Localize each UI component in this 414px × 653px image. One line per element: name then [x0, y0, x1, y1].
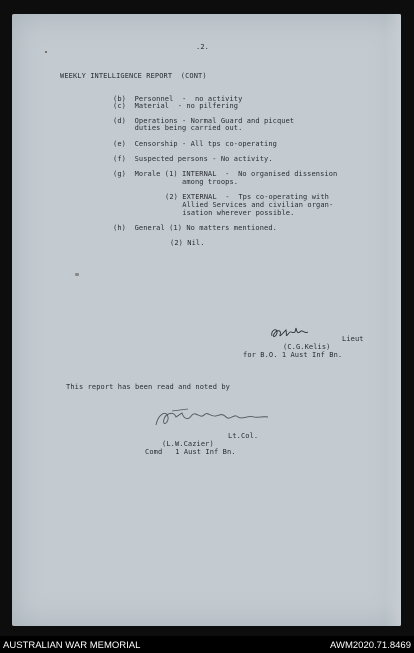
report-heading: WEEKLY INTELLIGENCE REPORT (CONT): [60, 72, 207, 80]
item-morale-external-cont1: Allied Services and civilian organ-: [165, 201, 334, 209]
item-personnel: (b) Personnel - no activity: [113, 95, 243, 103]
item-operations-cont: duties being carried out.: [113, 124, 243, 132]
item-morale-external: (2) EXTERNAL - Tps co-operating with: [165, 193, 329, 201]
signature-2-title: Comd 1 Aust Inf Bn.: [145, 448, 236, 456]
item-morale-internal-cont: among troops.: [113, 178, 239, 186]
noted-statement: This report has been read and noted by: [66, 383, 230, 391]
item-suspected-persons: (f) Suspected persons - No activity.: [113, 155, 273, 163]
item-morale-internal: (g) Morale (1) INTERNAL - No organised dissension: [113, 170, 338, 178]
page-number: .2.: [196, 43, 209, 51]
signature-cazier: [152, 405, 272, 431]
signature-kelis: [268, 324, 314, 342]
item-general-nil: (2) Nil.: [170, 239, 205, 247]
item-morale-external-cont2: isation wherever possible.: [165, 209, 295, 217]
signature-1-name: (C.G.Kelis): [283, 343, 331, 351]
item-general: (h) General (1) No matters mentioned.: [113, 224, 277, 232]
item-operations: (d) Operations - Normal Guard and picquet: [113, 117, 295, 125]
footer-bar: [0, 636, 414, 653]
signature-1-title: for B.O. 1 Aust Inf Bn.: [243, 351, 343, 359]
signature-1-rank: Lieut: [342, 335, 364, 343]
signature-2-rank: Lt.Col.: [228, 432, 259, 440]
signature-2-name: (L.W.Cazier): [162, 440, 214, 448]
footer-accession-number: AWM2020.71.8469: [330, 640, 411, 651]
ink-speck: [75, 273, 79, 276]
footer-institution: AUSTRALIAN WAR MEMORIAL: [3, 640, 141, 651]
ink-speck: [45, 51, 47, 53]
item-material: (c) Material - no pilfering: [113, 102, 239, 110]
item-censorship: (e) Censorship - All tps co-operating: [113, 140, 277, 148]
